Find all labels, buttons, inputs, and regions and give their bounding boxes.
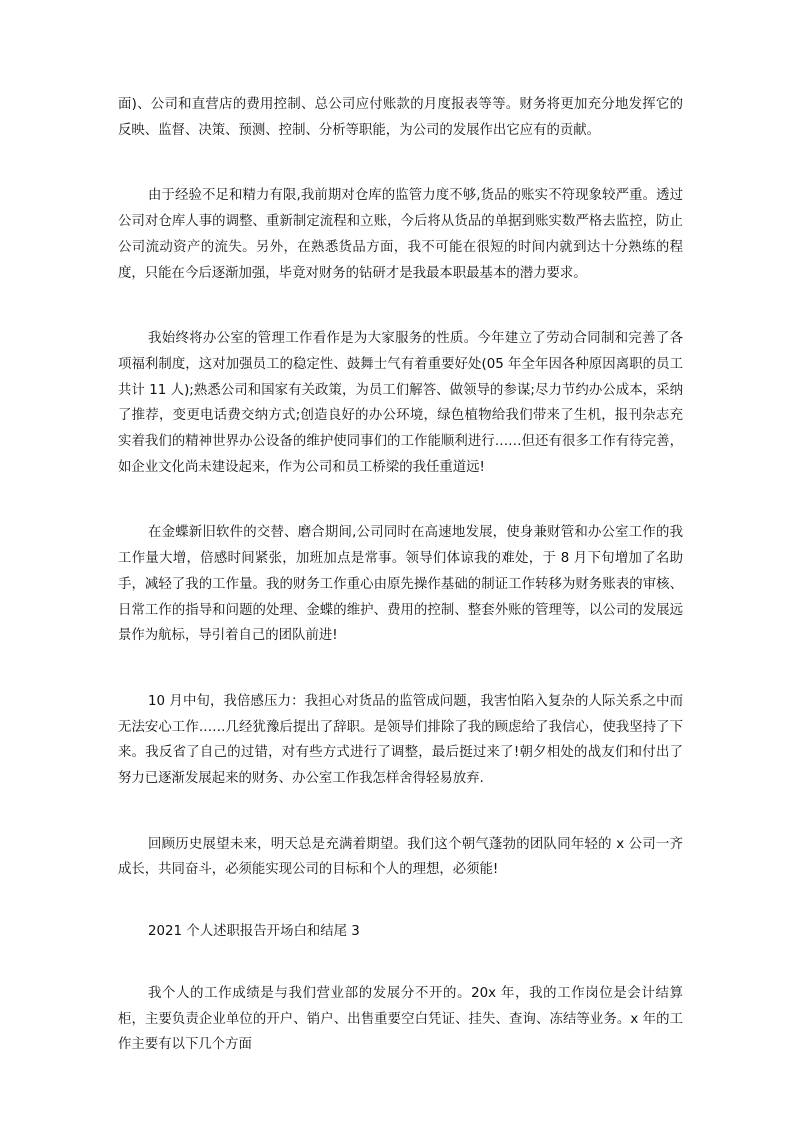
spacer [118, 883, 683, 919]
spacer [118, 792, 683, 832]
section-heading: 2021 个人述职报告开场白和结尾 3 [148, 924, 360, 940]
spacer [118, 945, 683, 981]
paragraph-5: 10 月中旬，我倍感压力：我担心对货品的监管成问题，我害怕陷入复杂的人际关系之中而无法安心工作……几经犹豫后提出了辞职。是领导们排除了我的顾虑给了我信心，使我坚持了下来。我反省了自己的过错，对有些方式进行了调整，最后挺过来了!朝夕相处的战友们和付出了努力已逐渐发展起来的财务、办公室工作我怎样舍得轻易放弃. [118, 693, 683, 787]
paragraph-2: 由于经验不足和精力有限,我前期对仓库的监管力度不够,货品的账实不符现象较严重。透过公司对仓库人事的调整、重新制定流程和立账，今后将从货品的单据到账实数严格去监控，防止公司流动资产的流失。另外，在熟悉货品方面，我不可能在很短的时间内就到达十分熟练的程度，只能在今后逐渐加强，毕竟对财务的钻研才是我最本职最基本的潜力要求。 [118, 188, 683, 281]
paragraph-7: 我个人的工作成绩是与我们营业部的发展分不开的。20x 年，我的工作岗位是会计结算柜，主要负责企业单位的开户、销户、出售重要空白凭证、挂失、查询、冻结等业务。x 年的工作主要有以下几个方面 [118, 985, 683, 1053]
spacer [118, 143, 683, 183]
document-page [118, 92, 683, 1058]
spacer [118, 286, 683, 326]
paragraph-4: 在金蝶新旧软件的交替、磨合期间,公司同时在高速地发展，使身兼财管和办公室工作的我工作量大增，倍感时间紧张，加班加点是常事。领导们体谅我的难处，于 8 月下旬增加了名助手，减轻了我的工作量。我的财务工作重心由原先操作基础的制证工作转移为财务账表的审核、日常工作的指导和问题的处理、金蝶的维护、费用的控制、整套外账的管理等，以公司的发展远景作为航标，导引着自己的团队前进! [118, 525, 683, 644]
paragraph-1: 面)、公司和直营店的费用控制、总公司应付账款的月度报表等等。财务将更加充分地发挥它的反映、监督、决策、预测、控制、分析等职能，为公司的发展作出它应有的贡献。 [118, 97, 683, 138]
paragraph-6: 回顾历史展望未来，明天总是充满着期望。我们这个朝气蓬勃的团队同年轻的 x 公司一齐成长，共同奋斗，必须能实现公司的目标和个人的理想，必须能! [118, 836, 683, 878]
spacer [118, 649, 683, 689]
paragraph-3: 我始终将办公室的管理工作看作是为大家服务的性质。今年建立了劳动合同制和完善了各项福利制度，这对加强员工的稳定性、鼓舞士气有着重要好处(05 年全年因各种原因离职的员工共计 11 人);熟悉公司和国家有关政策，为员工们解答、做领导的参谋;尽力节约办公成本，采纳了推荐，变更电话费交纳方式;创造良好的办公环境，绿色植物给我们带来了生机，报刊杂志充实着我们的精神世界办公设备的维护使同事们的工作能顺利进行……但还有很多工作有待完善，如企业文化尚未建设起来，作为公司和员工桥梁的我任重道远! [118, 331, 683, 475]
spacer [118, 480, 683, 520]
